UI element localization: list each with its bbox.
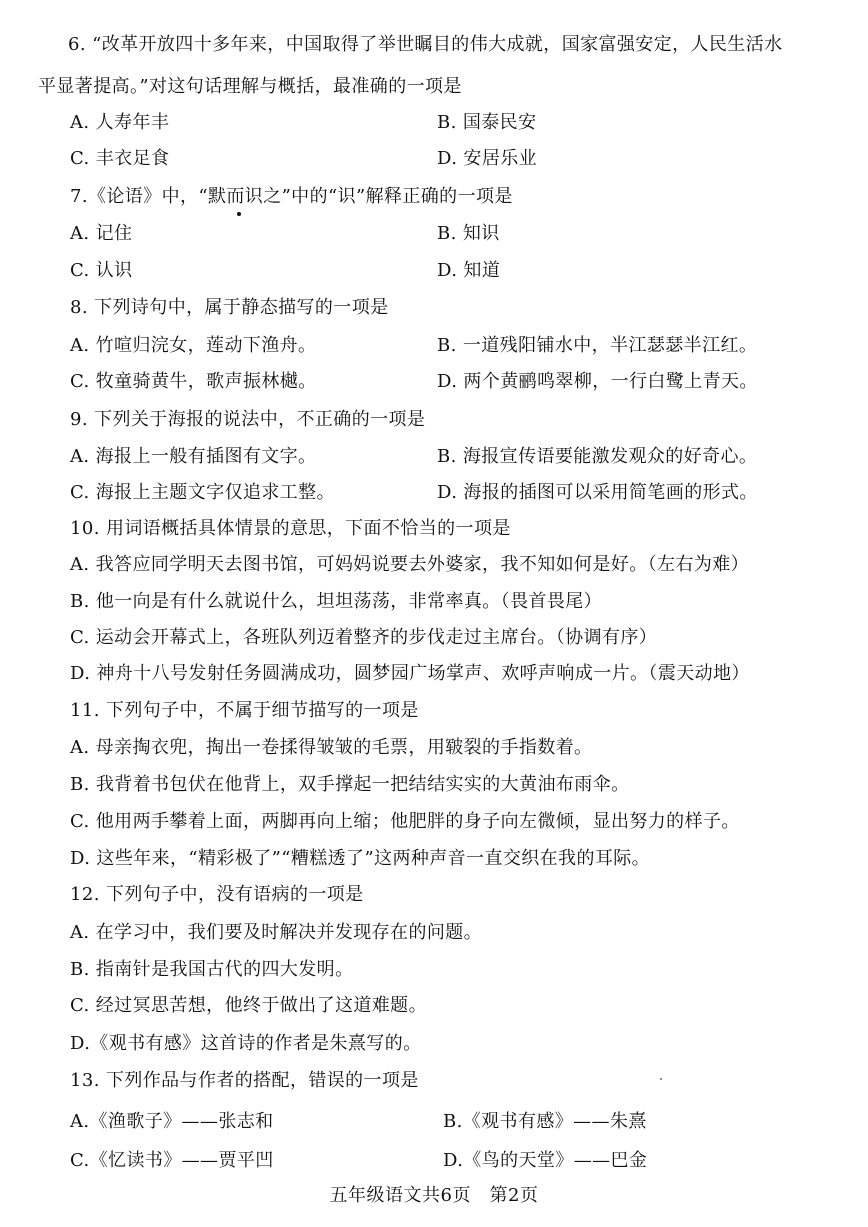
question-8-option-c: C. 牧童骑黄牛，歌声振林樾。 <box>70 371 317 392</box>
question-10-option-d: D. 神舟十八号发射任务圆满成功，圆梦园广场掌声、欢呼声响成一片。（震天动地） <box>70 663 750 684</box>
question-9-option-d: D. 海报的插图可以采用简笔画的形式。 <box>437 482 758 503</box>
question-10-stem: 10. 用词语概括具体情景的意思，下面不恰当的一项是 <box>70 518 511 539</box>
question-12-stem: 12. 下列句子中，没有语病的一项是 <box>70 884 364 905</box>
question-13-stem: 13. 下列作品与作者的搭配，错误的一项是 <box>70 1070 419 1091</box>
question-12-option-b: B. 指南针是我国古代的四大发明。 <box>70 959 354 980</box>
question-13-option-b: B.《观书有感》——朱熹 <box>443 1111 647 1132</box>
question-11-option-a: A. 母亲掏衣兜，掏出一卷揉得皱皱的毛票，用皲裂的手指数着。 <box>70 737 593 758</box>
question-7-option-b: B. 知识 <box>437 223 500 244</box>
question-10-option-a: A. 我答应同学明天去图书馆，可妈妈说要去外婆家，我不知如何是好。（左右为难） <box>70 554 750 575</box>
question-12-option-a: A. 在学习中，我们要及时解决并发现存在的问题。 <box>70 922 483 943</box>
question-9-option-b: B. 海报宣传语要能激发观众的好奇心。 <box>437 446 758 467</box>
question-9-stem: 9. 下列关于海报的说法中，不正确的一项是 <box>70 409 426 430</box>
question-10-option-b: B. 他一向是有什么就说什么，坦坦荡荡，非常率真。（畏首畏尾） <box>70 591 603 612</box>
emphasis-dot <box>237 212 241 216</box>
question-6-option-b: B. 国泰民安 <box>437 112 537 133</box>
question-6-option-c: C. 丰衣足食 <box>70 148 170 169</box>
question-7-stem: 7.《论语》中，“默而识之”中的“识”解释正确的一项是 <box>70 186 513 207</box>
question-11-option-d: D. 这些年来，“精彩极了”“糟糕透了”这两种声音一直交织在我的耳际。 <box>70 848 651 869</box>
question-9-option-a: A. 海报上一般有插图有文字。 <box>70 446 317 467</box>
question-8-stem: 8. 下列诗句中，属于静态描写的一项是 <box>70 297 389 318</box>
question-13-option-a: A.《渔歌子》——张志和 <box>70 1111 274 1132</box>
question-7-option-c: C. 认识 <box>70 260 133 281</box>
page-footer: 五年级语文共6页 第2页 <box>329 1185 539 1206</box>
question-6-option-a: A. 人寿年丰 <box>70 112 170 133</box>
question-8-option-d: D. 两个黄鹂鸣翠柳，一行白鹭上青天。 <box>437 371 758 392</box>
question-12-option-d: D.《观书有感》这首诗的作者是朱熹写的。 <box>70 1033 422 1054</box>
question-8-option-a: A. 竹喧归浣女，莲动下渔舟。 <box>70 335 317 356</box>
question-6-stem-line-1: 6. “改革开放四十多年来，中国取得了举世瞩目的伟大成就，国家富强安定，人民生活水 <box>68 34 783 55</box>
question-6-stem-line-2: 平显著提高。”对这句话理解与概括，最准确的一项是 <box>38 76 462 97</box>
question-6-option-d: D. 安居乐业 <box>437 148 538 169</box>
print-speck <box>660 1078 662 1080</box>
question-12-option-c: C. 经过冥思苦想，他终于做出了这道难题。 <box>70 995 427 1016</box>
question-11-option-c: C. 他用两手攀着上面，两脚再向上缩；他肥胖的身子向左微倾，显出努力的样子。 <box>70 811 740 832</box>
question-13-option-c: C.《忆读书》——贾平凹 <box>70 1150 274 1171</box>
question-11-stem: 11. 下列句子中，不属于细节描写的一项是 <box>70 700 419 721</box>
question-7-option-d: D. 知道 <box>437 260 501 281</box>
question-9-option-c: C. 海报上主题文字仅追求工整。 <box>70 482 335 503</box>
question-7-option-a: A. 记住 <box>70 223 133 244</box>
question-8-option-b: B. 一道残阳铺水中，半江瑟瑟半江红。 <box>437 335 758 356</box>
question-11-option-b: B. 我背着书包伏在他背上，双手撑起一把结结实实的大黄油布雨伞。 <box>70 774 630 795</box>
question-13-option-d: D.《鸟的天堂》——巴金 <box>443 1150 648 1171</box>
question-10-option-c: C. 运动会开幕式上，各班队列迈着整齐的步伐走过主席台。（协调有序） <box>70 627 658 648</box>
